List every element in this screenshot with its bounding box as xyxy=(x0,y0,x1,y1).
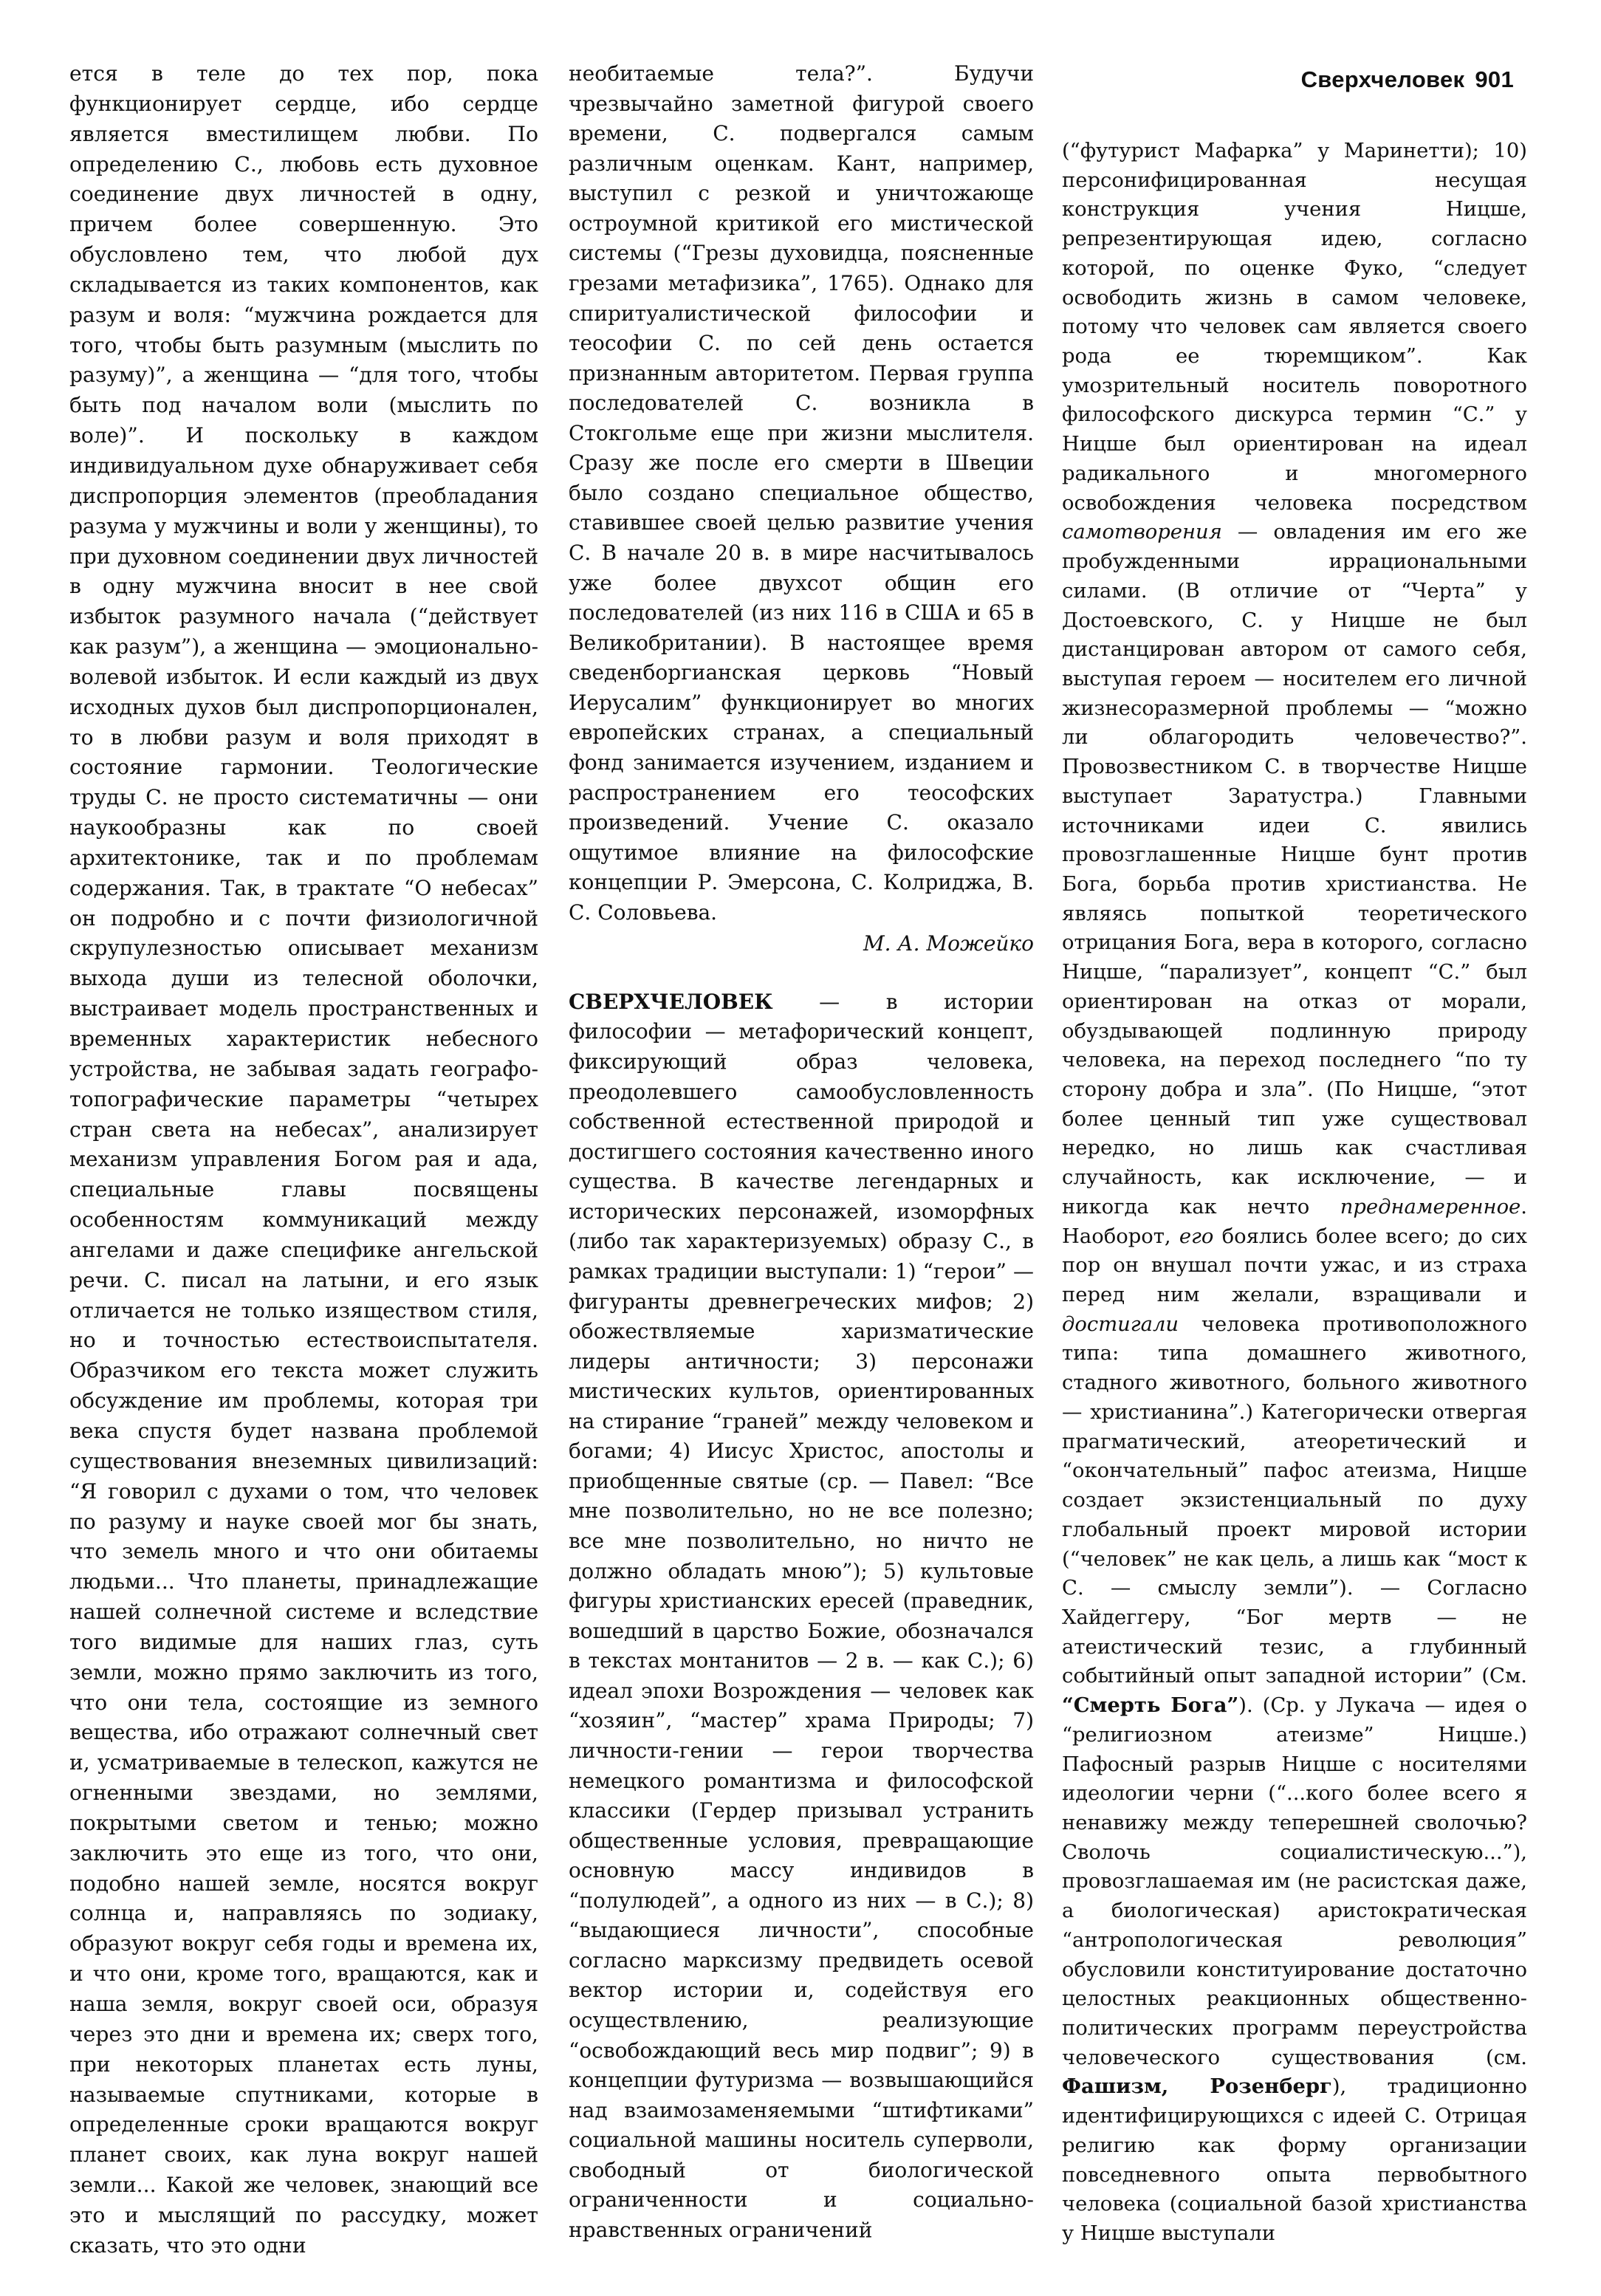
entry-heading: СВЕРХЧЕЛОВЕК xyxy=(569,989,773,1014)
running-head-title: Сверхчеловек xyxy=(1300,66,1465,92)
text-run: человека противоположного типа: типа домашнего животного, стадного животного, больного животного — христианина”.) Категорически отвергая прагматический, атеоретический и “окончательный” пафос атеизма, Ницше создает экзистенциальный по духу глобальный проект мировой истории (“человек” не как цель, а лишь как “мост к С. — смыслу земли”). — Согласно Хайдеггеру, “Бог мертв — не атеистический тезис, а глубинный событийный опыт западной истории” (См. xyxy=(1062,1312,1527,1688)
cross-reference: “Смерть Бога” xyxy=(1062,1693,1239,1718)
author-signature: М. А. Можейко xyxy=(863,931,1034,956)
text-run: ). (Ср. у Лукача — идея о “религиозном атеизме” Ницше.) Пафосный разрыв Ницше с носителями идеологии черни (“...кого более всего я ненавижу между теперешней сволочью? Сволочь социалистическую...”), провозглашаемая им (не расистская даже, а биологическая) аристократическая “антропологическая революция” обусловили конституирование достаточно целостных реакционных общественно-политических программ переустройства человеческого существования (см. xyxy=(1062,1694,1527,2069)
text-run: . Наоборот, xyxy=(1062,1195,1527,1248)
text-column-1 xyxy=(69,59,538,2261)
italic-term: преднамеренное xyxy=(1340,1195,1521,1219)
running-head xyxy=(1301,66,1514,93)
text-run: (“футурист Мафарка” у Маринетти); 10) персонифицированная несущая конструкция учения Ницше, репрезентирующая идею, согласно которой, по оценке Фуко, “следует освободить жизнь в самом человеке, потому что человек сам является своего рода ее тюремщиком”. Как умозрительный носитель поворотного философского дискурса термин “С.” у Ницше был ориентирован на идеал радикального и многомерного освобождения человека посредством xyxy=(1062,140,1527,515)
page-number: 901 xyxy=(1475,66,1514,92)
column-3-paragraph xyxy=(1062,137,1527,2249)
italic-term: самотворения xyxy=(1062,521,1222,544)
cross-reference: Фашизм, Розенберг xyxy=(1062,2074,1332,2099)
overman-article-start xyxy=(569,987,1034,2246)
swedenborg-article-ending: необитаемые тела?”. Будучи чрезвычайно заметной фигурой своего времени, С. подвергался самым различным оценкам. Кант, например, выступил с резкой и уничтожающе остроумной критикой его мистической системы (“Грезы духовидца, поясненные грезами метафизика”, 1765). Однако для спиритуалистической философии и теософии С. по сей день остается признанным авторитетом. Первая группа последователей С. возникла в Стокгольме еще при жизни мыслителя. Сразу же после его смерти в Швеции было создано специальное общество, ставившее своей целью развитие учения С. В начале 20 в. в мире насчитывалось уже более двухсот общин его последователей (из них 116 в США и 65 в Великобритании). В настоящее время сведенборгианская церковь “Новый Иерусалим” функционирует во многих европейских странах, а специальный фонд занимается изучением, изданием и распространением его теософских произведений. Учение С. оказало ощутимое влияние на философские концепции Р. Эмерсона, С. Колриджа, В. С. Соловьева. xyxy=(569,61,1034,925)
entry-body: — в истории философии — метафорический концепт, фиксирующий образ человека, преодолевшего самообусловленность собственной естественной природой и достигшего состояния качественно иного существа. В качестве легендарных и исторических персонажей, изоморфных (либо так характеризуемых) образу С., в рамках традиции выступали: 1) “герои” — фигуранты древнегреческих мифов; 2) обожествляемые харизматические лидеры античности; 3) персонажи мистических культов, ориентированных на стирание “граней” между человеком и богами; 4) Иисус Христос, апостолы и приобщенные святые (ср. — Павел: “Все мне позволительно, но не все полезно; все мне позволительно, но ничто не должно обладать мною”); 5) культовые фигуры христианских ересей (праведник, вошедший в царство Божие, обозначался в текстах монтанитов — 2 в. — как С.); 6) идеал эпохи Возрождения — человек как “хозяин”, “мастер” храма Природы; 7) личности-гении — герои творчества немецкого романтизма и философской классики (Гердер призывал устранить общественные условия, превращающие основную массу индивидов в “полулюдей”, а одного из них — в С.); 8) “выдающиеся личности”, способные согласно марксизму предвидеть осевой вектор истории и, содействуя его осуществлению, реализующие “освобождающий весь мир подвиг”; 9) в концепции футуризма — возвышающийся над взаимозаменяемыми “штифтиками” социальной машины носитель суперволи, свободный от биологической ограниченности и социально-нравственных ограничений xyxy=(569,989,1034,2242)
column-1-paragraph: ется в теле до тех пор, пока функционирует сердце, ибо сердце является вместилищем любви. По определению С., любовь есть духовное соединение двух личностей в одну, причем более совершенную. Это обусловлено тем, что любой дух складывается из таких компонентов, как разум и воля: “мужчина рождается для того, чтобы быть разумным (мыслить по разуму)”, а женщина — “для того, чтобы быть под началом воли (мыслить по воле)”. И поскольку в каждом индивидуальном духе обнаруживает себя диспропорция элементов (преобладания разума у мужчины и воли у женщины), то при духовном соединении двух личностей в одну мужчина вносит в нее свой избыток разумного начала (“действует как разум”), а женщина — эмоционально-волевой избыток. И если каждый из двух исходных духов был диспропорционален, то в любви разум и воля приходят в состояние гармонии. Теологические труды С. не просто систематичны — они наукообразны как по своей архитектонике, так и по проблемам содержания. Так, в трактате “О небесах” он подробно и с почти физиологичной скрупулезностью описывает механизм выхода души из телесной оболочки, выстраивает модель пространственных и временных характеристик небесного устройства, не забывая задать географо-топографические параметры “четырех стран света на небесах”, анализирует механизм управления Богом рая и ада, специальные главы посвящены особенностям коммуникаций между ангелами и даже специфике ангельской речи. С. писал на латыни, и его язык отличается не только изяществом стиля, но и точностью естествоиспытателя. Образчиком его текста может служить обсуждение им проблемы, которая три века спустя будет названа проблемой существования внеземных цивилизаций: “Я говорил с духами о том, что человек по разуму и науке своей мог бы знать, что земель много и что они обитаемы людьми... Что планеты, принадлежащие нашей солнечной системе и вследствие того видимые для наших глаз, суть земли, можно прямо заключить из того, что они тела, состоящие из земного вещества, ибо отражают солнечный свет и, усматриваемые в телескоп, кажутся не огненными звездами, но землями, покрытыми светом и тенью; можно заключить это еще из того, что они, подобно нашей земле, носятся вокруг солнца и, направляясь по зодиаку, образуют вокруг себя годы и времена их, и что они, кроме того, вращаются, как и наша земля, вокруг своей оси, образуя через это дни и времена их; сверх того, при некоторых планетах есть луны, называемые спутниками, которые в определенные сроки вращаются вокруг планет своих, как луна вокруг нашей земли... Какой же человек, знающий все это и мыслящий по рассудку, может сказать, что это одни xyxy=(69,61,538,2258)
italic-term: его xyxy=(1179,1224,1214,1248)
text-column-3 xyxy=(1062,137,1527,2249)
text-run: — овладения им его же пробужденными иррациональными силами. (В отличие от “Черта” у Достоевского, С. у Ницше не был дистанцирован автором от самого себя, выступая героем — носителем его личной жизнесоразмерной проблемы — “можно ли облагородить человечество?”. Провозвестником С. в творчестве Ницше выступает Заратустра.) Главными источниками идеи С. явились провозглашенные Ницше бунт против Бога, борьба против христианства. Не являясь попыткой теоретического отрицания Бога, вера в которого, согласно Ницше, “парализует”, концепт “С.” был ориентирован на отказ от морали, обуздывающей подлинную природу человека, на переход последнего “по ту сторону добра и зла”. (По Ницше, “этот более ценный тип уже существовал нередко, но лишь как счастливая случайность, как исключение, — и никогда как нечто xyxy=(1062,521,1527,1219)
text-run: боялись более всего; до сих пор он внушал почти ужас, и из страха перед ним желали, взращивали и xyxy=(1062,1224,1528,1307)
text-column-2 xyxy=(569,59,1034,2246)
italic-term: достигали xyxy=(1062,1312,1179,1336)
text-run: ), традиционно идентифицирующихся с идеей С. Отрицая религию как форму организации повседневного опыта первобытного человека (социальной базой христианства у Ницше выступали xyxy=(1062,2075,1527,2246)
